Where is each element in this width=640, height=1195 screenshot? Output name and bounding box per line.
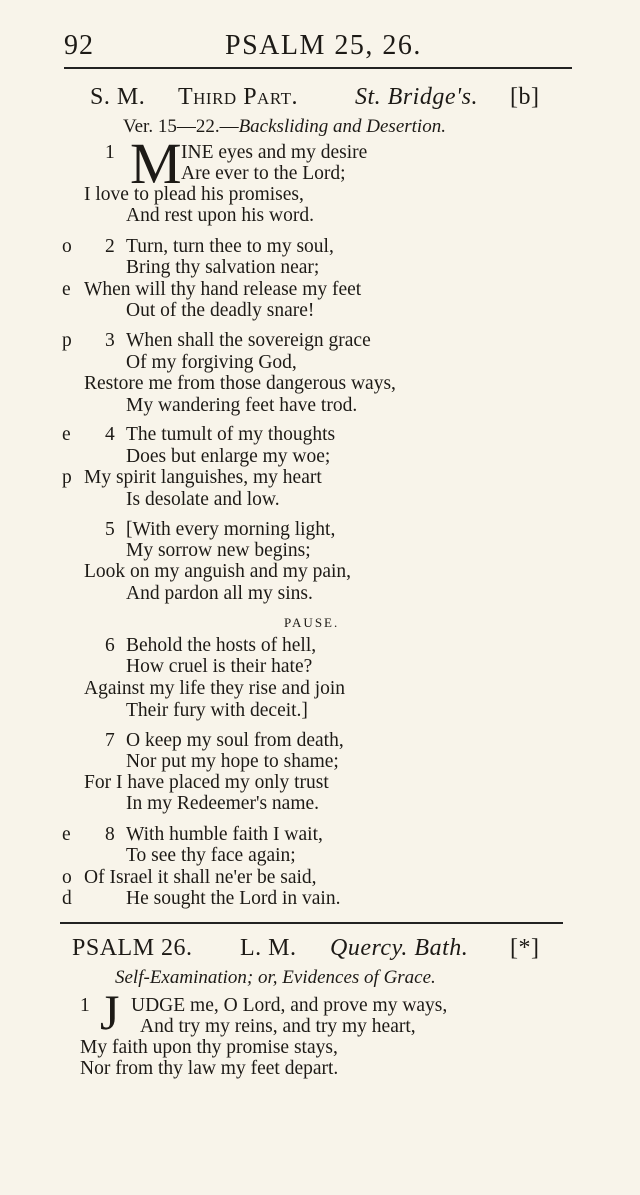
hymn-line: Turn, turn thee to my soul,	[126, 236, 334, 257]
hymn-line: When shall the sovereign grace	[126, 330, 371, 351]
pause-label: PAUSE.	[284, 615, 340, 630]
hymn-line: My spirit languishes, my heart	[84, 467, 322, 488]
stanza-number: 8	[105, 824, 115, 845]
hymn-line: Against my life they rise and join	[84, 678, 346, 699]
stanza-number: 4	[105, 424, 115, 445]
part-tune: St. Bridge's.	[355, 84, 478, 110]
stanza-number: 6	[105, 635, 115, 656]
verse-ref-range: Ver. 15—22.—	[123, 116, 239, 137]
hymn-line: I love to plead his promises,	[84, 184, 304, 205]
hymn-line: Bring thy salvation near;	[126, 257, 320, 278]
psalm-meter: L. M.	[240, 935, 297, 961]
stanza-number: 1	[105, 142, 115, 163]
hymn-line: For I have placed my only trust	[84, 772, 329, 793]
page-number: 92	[64, 30, 94, 61]
hymn-line: Is desolate and low.	[126, 489, 280, 510]
hymn-line: UDGE me, O Lord, and prove my ways,	[131, 995, 448, 1016]
dynamic-mark: e	[62, 424, 71, 445]
hymn-line: He sought the Lord in vain.	[126, 888, 341, 909]
hymn-line: When will thy hand release my feet	[84, 279, 362, 300]
hymn-line: And try my reins, and try my heart,	[140, 1016, 416, 1037]
hymn-line: Nor put my hope to shame;	[126, 751, 339, 772]
dynamic-mark: o	[62, 236, 72, 257]
part-meter: S. M.	[90, 84, 146, 110]
hymn-line: My wandering feet have trod.	[126, 395, 358, 416]
part-subject: Backsliding and Desertion.	[238, 116, 446, 137]
hymn-line: Look on my anguish and my pain,	[84, 561, 352, 582]
hymn-line: O keep my soul from death,	[126, 730, 344, 751]
hymn-line: Their fury with deceit.]	[126, 700, 308, 721]
hymn-line: How cruel is their hate?	[126, 656, 313, 677]
stanza-number: 1	[80, 995, 90, 1016]
hymn-line: Out of the deadly snare!	[126, 300, 315, 321]
running-head: PSALM 25, 26.	[225, 30, 422, 61]
hymn-line: My faith upon thy promise stays,	[80, 1037, 338, 1058]
dynamic-mark: e	[62, 279, 71, 300]
hymn-line: To see thy face again;	[126, 845, 296, 866]
hymn-line: With humble faith I wait,	[126, 824, 323, 845]
hymn-line: And rest upon his word.	[126, 205, 314, 226]
drop-cap: M	[130, 131, 182, 196]
dynamic-mark: o	[62, 867, 72, 888]
dynamic-mark: p	[62, 330, 72, 351]
hymn-line: And pardon all my sins.	[126, 583, 313, 604]
dynamic-mark: e	[62, 824, 71, 845]
psalm-mark: [*]	[510, 935, 540, 961]
part-label: Third Part.	[178, 84, 299, 110]
hymn-line: Behold the hosts of hell,	[126, 635, 317, 656]
psalm-tunes: Quercy. Bath.	[330, 935, 469, 961]
stanza-number: 2	[105, 236, 115, 257]
hymn-line: Restore me from those dangerous ways,	[84, 373, 396, 394]
hymn-line: Does but enlarge my woe;	[126, 446, 331, 467]
dynamic-mark: p	[62, 467, 72, 488]
hymn-line: Nor from thy law my feet depart.	[80, 1058, 339, 1079]
stanza-number: 7	[105, 730, 115, 751]
hymn-line: In my Redeemer's name.	[126, 793, 320, 814]
hymn-line: [With every morning light,	[126, 519, 336, 540]
psalm-title: PSALM 26.	[72, 935, 193, 961]
hymn-line: The tumult of my thoughts	[126, 424, 336, 445]
drop-cap: J	[100, 984, 120, 1040]
hymn-line: My sorrow new begins;	[126, 540, 311, 561]
header-rule	[64, 67, 572, 69]
hymn-line: Of Israel it shall ne'er be said,	[84, 867, 317, 888]
psalm-subject: Self-Examination; or, Evidences of Grace.	[115, 967, 436, 988]
dynamic-mark: d	[62, 888, 72, 909]
part-mark: [b]	[510, 84, 540, 110]
stanza-number: 3	[105, 330, 115, 351]
hymn-line: Are ever to the Lord;	[181, 163, 346, 184]
hymn-line: Of my forgiving God,	[126, 352, 297, 373]
stanza-number: 5	[105, 519, 115, 540]
section-divider	[60, 922, 563, 924]
hymn-line: INE eyes and my desire	[181, 142, 368, 163]
